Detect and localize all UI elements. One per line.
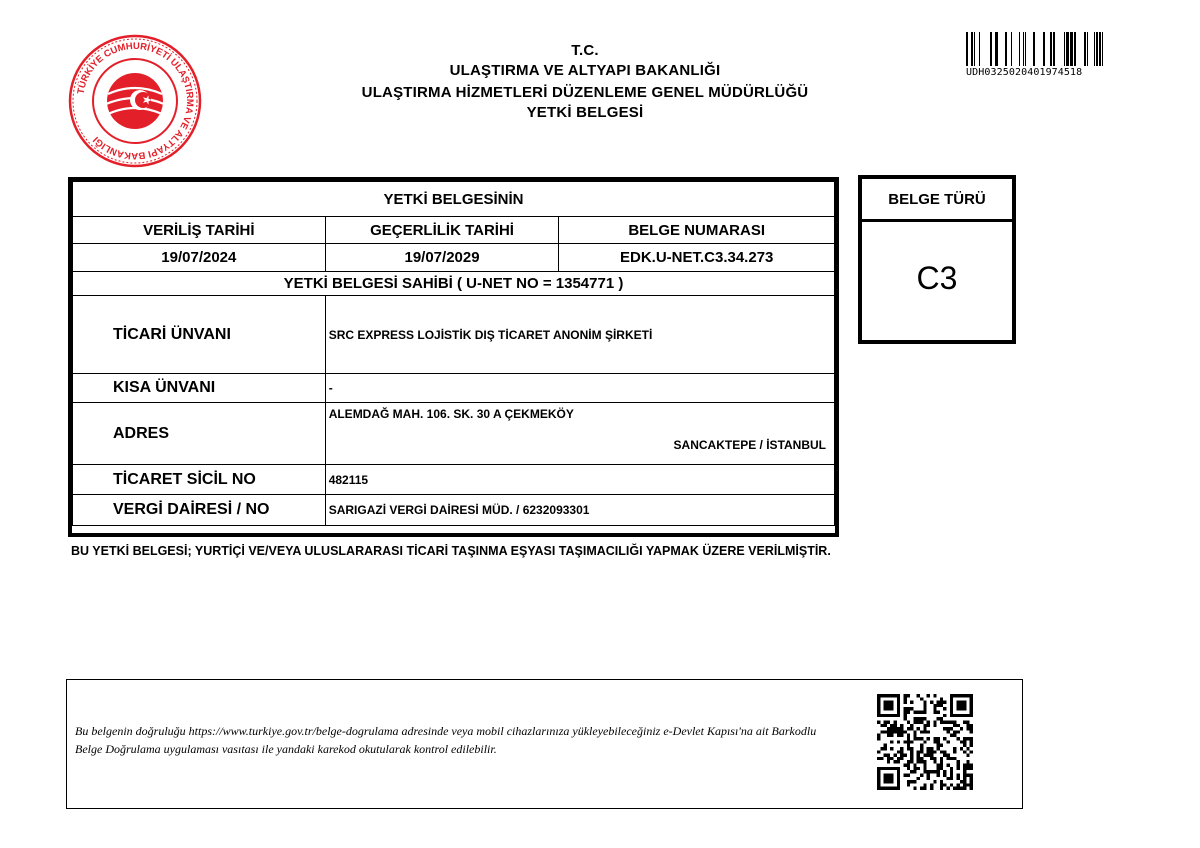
trade-name-value: SRC EXPRESS LOJİSTİK DIŞ TİCARET ANONİM ŞİRKETİ	[325, 296, 834, 374]
validity-date-value: 19/07/2029	[325, 244, 559, 272]
certificate-number-label: BELGE NUMARASI	[559, 217, 835, 244]
qr-code-icon	[877, 694, 973, 790]
certificate-number-value: EDK.U-NET.C3.34.273	[559, 244, 835, 272]
address-line-1: ALEMDAĞ MAH. 106. SK. 30 A ÇEKMEKÖY	[328, 407, 574, 421]
tax-value: SARIGAZİ VERGİ DAİRESİ MÜD. / 6232093301	[325, 495, 834, 526]
trade-name-label: TİCARİ ÜNVANI	[73, 296, 326, 374]
certificate-type-label: BELGE TÜRÜ	[862, 179, 1012, 222]
issue-date-label: VERİLİŞ TARİHİ	[73, 217, 326, 244]
certificate-type-value: C3	[916, 260, 958, 296]
certificate-table	[68, 177, 839, 537]
address-label: ADRES	[73, 403, 326, 465]
registry-label: TİCARET SİCİL NO	[73, 465, 326, 495]
ministry-seal-logo	[68, 34, 202, 168]
registry-value: 482115	[325, 465, 834, 495]
verification-text: Bu belgenin doğruluğu https://www.turkiye.gov.tr/belge-dogrulama adresinde veya mobil cihazlarınıza yükleyebileceğiniz e-Devlet Kapısı'na ait Barkodlu Belge Doğrulama uygulaması vasıtası ile yandaki karekod okutularak kontrol edilebilir.	[75, 724, 817, 756]
barcode-number: UDH0325020401974518	[966, 67, 1083, 78]
header-line-tc: T.C.	[571, 42, 599, 59]
address-value	[325, 403, 834, 465]
certificate-type-box	[858, 175, 1016, 344]
holder-title: YETKİ BELGESİ SAHİBİ ( U-NET NO = 1354771 )	[73, 272, 835, 296]
header-document-title: YETKİ BELGESİ	[526, 104, 644, 121]
header-directorate: ULAŞTIRMA HİZMETLERİ DÜZENLEME GENEL MÜDÜRLÜĞÜ	[361, 84, 809, 101]
section-title: YETKİ BELGESİNİN	[73, 182, 835, 217]
tax-label: VERGİ DAİRESİ / NO	[73, 495, 326, 526]
validity-date-label: GEÇERLİLİK TARİHİ	[325, 217, 559, 244]
short-name-label: KISA ÜNVANI	[73, 374, 326, 403]
svg-text:TÜRKİYE CUMHURİYETİ ULAŞTIRMA: TÜRKİYE CUMHURİYETİ ULAŞTIRMA VE ALTYAPI BAKANLIĞI	[75, 40, 196, 162]
address-line-2: SANCAKTEPE / İSTANBUL	[673, 438, 826, 452]
verification-box	[66, 679, 1023, 809]
barcode-icon	[966, 32, 1109, 66]
short-name-value: -	[325, 374, 834, 403]
header-ministry: ULAŞTIRMA VE ALTYAPI BAKANLIĞI	[449, 62, 721, 79]
authorization-statement: BU YETKİ BELGESİ; YURTİÇİ VE/VEYA ULUSLARARASI TİCARİ TAŞINMA EŞYASI TAŞIMACILIĞI YAPMAK ÜZERE VERİLMİŞTİR.	[71, 544, 831, 558]
issue-date-value: 19/07/2024	[73, 244, 326, 272]
